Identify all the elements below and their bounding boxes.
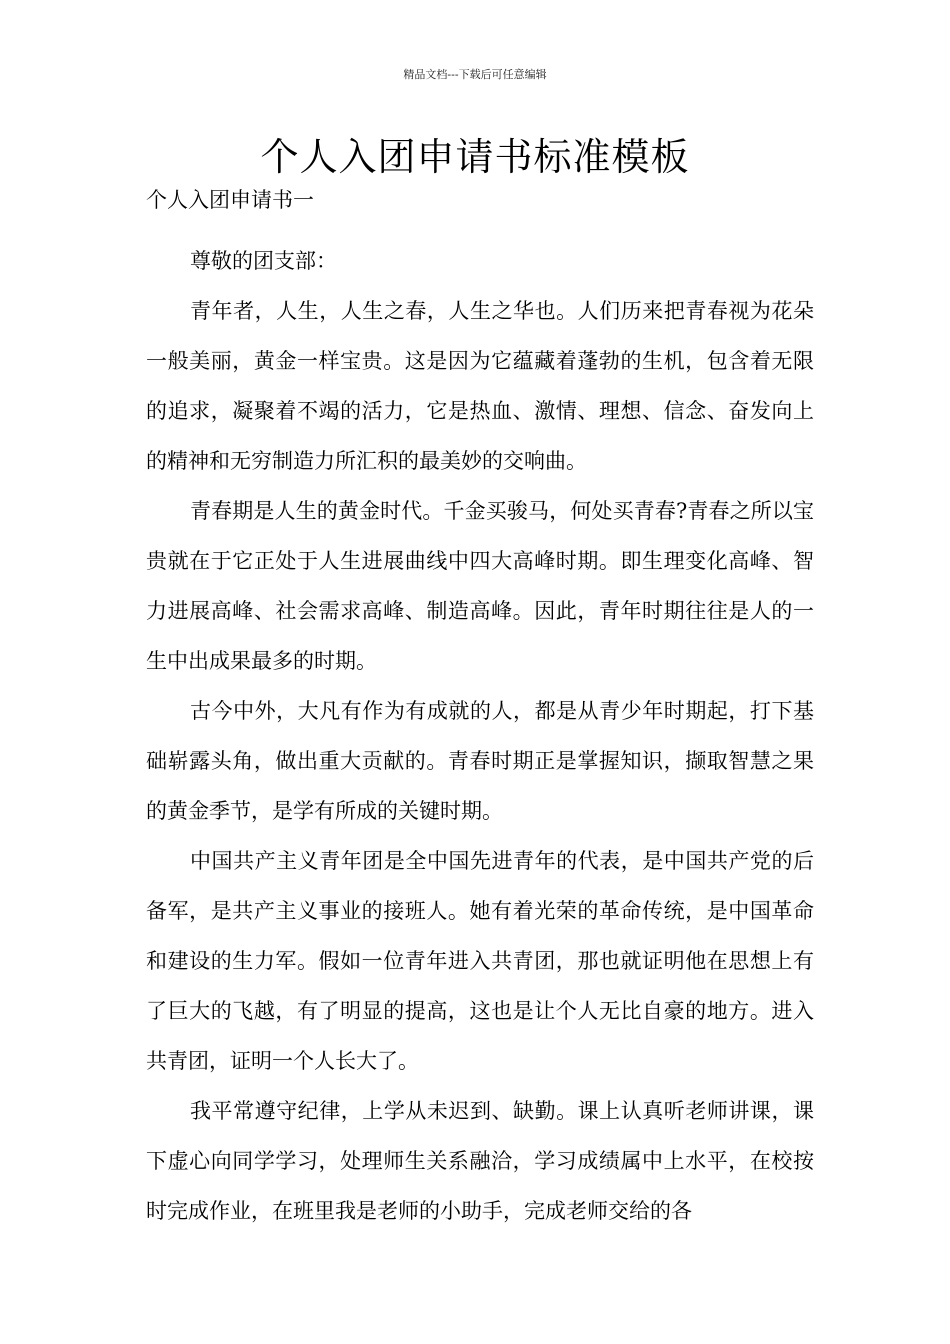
salutation: 尊敬的团支部： [190, 249, 337, 273]
paragraph: 中国共产主义青年团是全中国先进青年的代表，是中国共产党的后备军，是共产主义事业的接班人。她有着光荣的革命传统，是中国革命和建设的生力军。假如一位青年进入共青团，那也就证明他在思想上有了巨大的飞越，有了明显的提高，这也是让个人无比自豪的地方。进入共青团，证明一个人长大了。 [146, 849, 814, 1073]
document-title: 个人入团申请书标准模板 [260, 135, 690, 179]
header-note: 精品文档---下载后可任意编辑 [403, 68, 547, 81]
document-body [146, 236, 814, 1236]
paragraph: 古今中外，大凡有作为有成就的人，都是从青少年时期起，打下基础崭露头角，做出重大贡献的。青春时期正是掌握知识，撷取智慧之果的黄金季节，是学有所成的关键时期。 [146, 699, 814, 823]
paragraph: 我平常遵守纪律，上学从未迟到、缺勤。课上认真听老师讲课，课下虚心向同学学习，处理师生关系融洽，学习成绩属中上水平，在校按时完成作业，在班里我是老师的小助手，完成老师交给的各 [146, 1099, 814, 1223]
paragraph: 青春期是人生的黄金时代。千金买骏马，何处买青春?青春之所以宝贵就在于它正处于人生进展曲线中四大高峰时期。即生理变化高峰、智力进展高峰、社会需求高峰、制造高峰。因此，青年时期往往是人的一生中出成果最多的时期。 [146, 499, 814, 673]
document-subheading: 个人入团申请书一 [146, 188, 314, 212]
paragraph: 青年者，人生，人生之春，人生之华也。人们历来把青春视为花朵一般美丽，黄金一样宝贵。这是因为它蕴藏着蓬勃的生机，包含着无限的追求，凝聚着不竭的活力，它是热血、激情、理想、信念、奋发向上的精神和无穷制造力所汇积的最美妙的交响曲。 [146, 299, 814, 473]
